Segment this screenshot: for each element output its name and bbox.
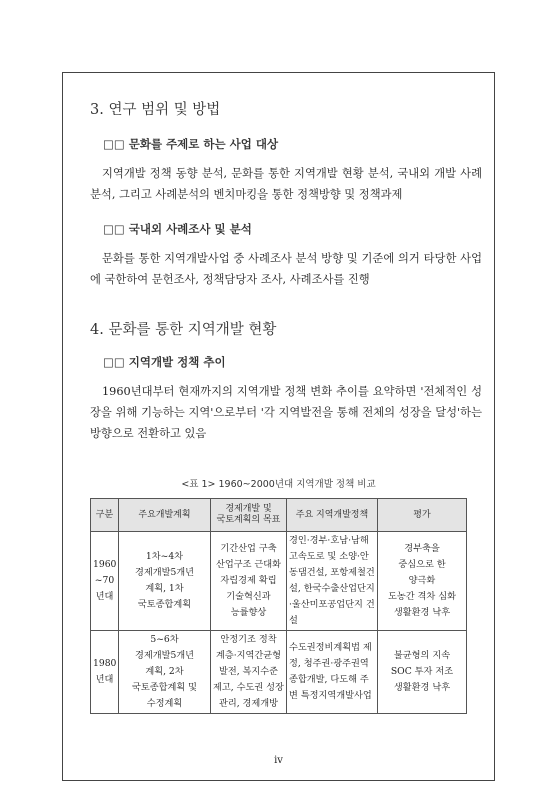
table-cell-policy: 수도권정비계획법 제정, 청주권·광주권역 종합개발, 다도해 주변 특정지역개발사업 (287, 631, 378, 714)
section-3-subheading-2: □□ 국내외 사례조사 및 분석 (103, 222, 252, 236)
section-3-paragraph-1: 지역개발 정책 동향 분석, 문화를 통한 지역개발 현황 분석, 국내외 개발 사례 분석, 그리고 사례분석의 벤치마킹을 통한 정책방향 및 정책과제 (90, 167, 482, 201)
header-cell: 평가 (378, 499, 467, 532)
header-cell: 경제개발 및 국토계획의 목표 (211, 499, 287, 532)
table-cell-evaluation: 불균형의 지속 SOC 투자 저조 생활환경 낙후 (378, 631, 467, 714)
table-row (91, 532, 467, 631)
table-cell-plan: 1차~4차 경제개발5개년 계획, 1차 국토종합계획 (119, 532, 211, 631)
header-cell: 주요개발계획 (119, 499, 211, 532)
section-4-paragraph-1: 1960년대부터 현재까지의 지역개발 정책 변화 추이를 요약하면 '전체적인 성장을 위해 기능하는 지역'으로부터 '각 지역발전을 통해 전체의 성장을 달성'하는 방향으로 전환하고 있음 (90, 385, 482, 440)
section-3-heading: 3. 연구 범위 및 방법 (90, 102, 221, 118)
section-3-paragraph-2: 문화를 통한 지역개발사업 중 사례조사 분석 방향 및 기준에 의거 타당한 사업에 국한하여 문헌조사, 정책담당자 조사, 사례조사를 진행 (90, 252, 482, 286)
table-cell-period: 1980 년대 (91, 631, 119, 714)
table-cell-plan: 5~6차 경제개발5개년 계획, 2차 국토종합계획 및 수정계획 (119, 631, 211, 714)
table-cell-goal: 기간산업 구축 산업구조 근대화 자립경제 확립 기술혁신과 능률향상 (211, 532, 287, 631)
header-cell: 주요 지역개발정책 (287, 499, 378, 532)
table-cell-period: 1960 ~70 년대 (91, 532, 119, 631)
table-header-row (91, 499, 467, 532)
table-cell-goal: 안정기조 정착 계층·지역간균형 발전, 복지수준 제고, 수도권 성장 관리, 경제개방 (211, 631, 287, 714)
table-cell-policy: 경인·경부·호남·남해고속도로 및 소양·안동댐건설, 포항제철건설, 한국수출산업단지·울산미포공업단지 건설 (287, 532, 378, 631)
section-3-subheading-1: □□ 문화를 주제로 하는 사업 대상 (103, 137, 279, 151)
header-cell: 구분 (91, 499, 119, 532)
table-cell-evaluation: 경부축을 중심으로 한 양극화 도농간 격차 심화 생활환경 낙후 (378, 532, 467, 631)
policy-comparison-table (90, 498, 467, 714)
section-4-subheading-1: □□ 지역개발 정책 추이 (103, 355, 226, 369)
page-number: iv (274, 755, 283, 766)
table-row (91, 631, 467, 714)
table-caption: <표 1> 1960~2000년대 지역개발 정책 비교 (181, 479, 376, 490)
section-4-heading: 4. 문화를 통한 지역개발 현황 (90, 322, 277, 338)
